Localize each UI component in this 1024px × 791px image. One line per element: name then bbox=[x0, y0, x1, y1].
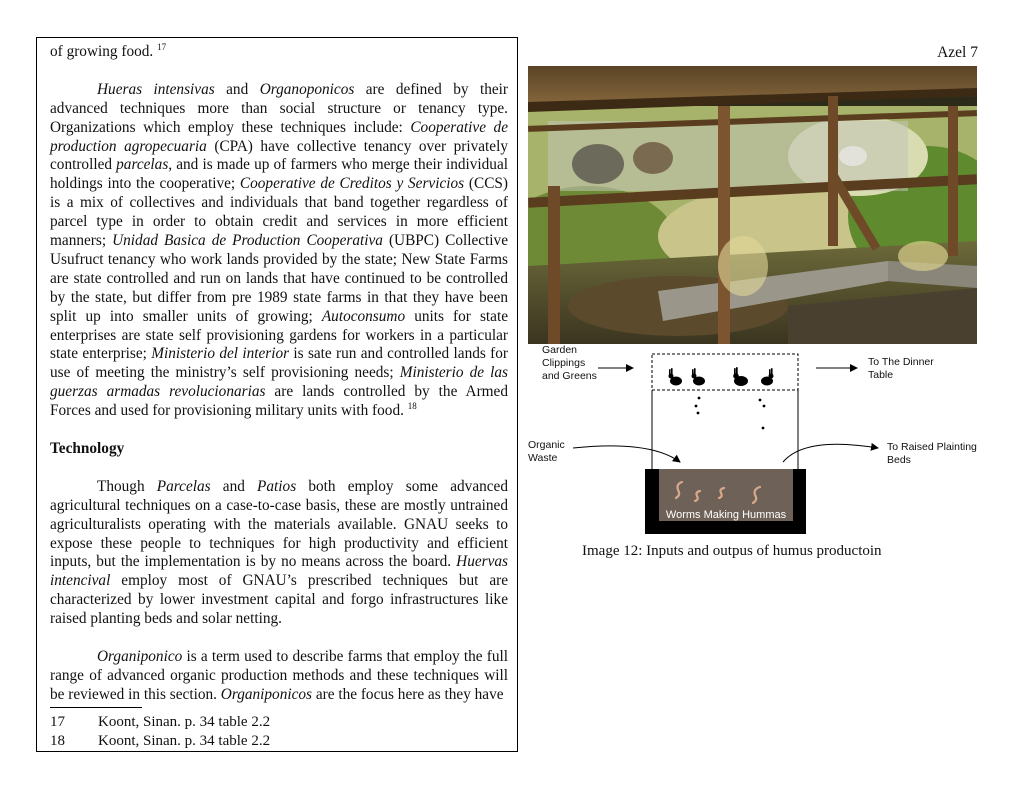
output-label: To The Dinner Table bbox=[868, 356, 934, 381]
section-heading: Technology bbox=[50, 440, 125, 457]
paragraph-intro: of growing food. $^{17}$ bbox=[50, 41, 167, 60]
paragraph-technology: Though Parcelas and Patios both employ some advanced agricultural techniques on a case-to-case basis, these are mostly untrained agriculturalists operating with the materials available. GNAU seeks to expose these people to techniques for high productivity and efficient inputs, but the implementation is by no means across the board. Huervas intencival employ most of GNAU’s prescribed techniques but are characterized by lower investment capital and forgo infrastructures like raised planting beds and solar netting. bbox=[50, 477, 508, 628]
footnote-ref-18: 18 bbox=[407, 401, 417, 412]
worm-label: Worms Making Hummas bbox=[665, 509, 787, 521]
paragraph-organization-types: Hueras intensivas and Organoponicos are defined by their advanced techniques more than social structure or tenancy type. Organizations which employ these techniques include: Cooperative de production agropecuaria (CPA) have collective tenancy over privately controlled parcelas, and is made up of farmers who merge their individual holdings into the cooperative; Cooperative de Creditos y Servicios (CCS) is a mix of collectives and individuals that band together regardless of parcel type in order to obtain credit and services in more efficient manners; Unidad Basica de Production Cooperativa (UBPC) Collective Usufruct tenancy who work lands provided by the state; New State Farms are state controlled and run on lands that have continued to be controlled by the state, but differ from pre 1989 state farms in that they have been split up into smaller units of growing; Autoconsumo units for state enterprises are state self provisioning gardens for workers in a particular state enterprise; Ministerio del interior is sate run and controlled lands for use of meeting the ministry’s self provisioning needs; Ministerio de las guerzas armadas revolucionarias are lands controlled by the Armed Forces and used for provisioning military units with food. $^{18}$ bbox=[50, 80, 508, 420]
rabbit-icon bbox=[692, 368, 706, 386]
footnote-ref-17: 17 bbox=[157, 41, 167, 52]
footnote-item: 18 Koont, Sinan. p. 34 table 2.2 bbox=[50, 733, 271, 749]
rabbit-icon bbox=[761, 368, 774, 386]
paragraph-organiponico: Organiponico is a term used to describe farms that employ the full range of advanced organic production methods and these techniques will be reviewed in this section. Organiponicos are the focus here as they have bbox=[50, 647, 508, 703]
page-number-header: Azel 7 bbox=[937, 44, 978, 61]
input-label: Garden Clippings and Greens bbox=[542, 344, 597, 382]
rabbit-icon bbox=[669, 368, 683, 386]
droppings bbox=[695, 397, 766, 430]
beds-arrow bbox=[783, 444, 878, 462]
organic-waste-label: Organic Waste bbox=[528, 439, 565, 464]
rabbit-icon bbox=[733, 367, 748, 386]
raised-beds-label: To Raised Plainting Beds bbox=[887, 441, 977, 466]
figure-caption: Image 12: Inputs and outpus of humus productoin bbox=[582, 543, 882, 559]
footnote-item: 17 Koont, Sinan. p. 34 table 2.2 bbox=[50, 714, 271, 730]
organic-arrow bbox=[573, 446, 680, 462]
